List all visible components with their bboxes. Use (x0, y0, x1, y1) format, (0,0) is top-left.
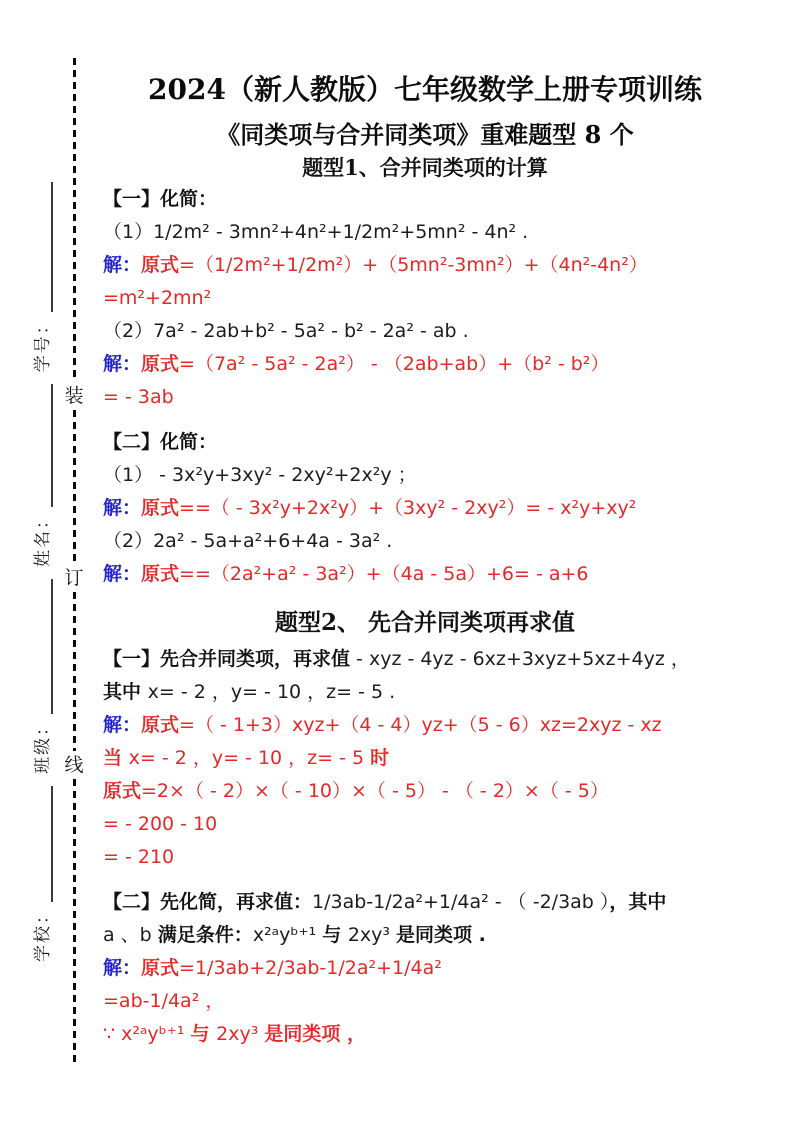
text-segment: 解： (103, 353, 142, 375)
text-segment: 与 (322, 924, 348, 946)
text-segment: 其中 (103, 681, 148, 703)
text-segment: （1） (103, 221, 154, 243)
binding-dash-segment (73, 779, 76, 1065)
worksheet-line (103, 919, 747, 952)
text-segment: = - 3ab (103, 386, 174, 408)
school-blank-line[interactable] (35, 786, 53, 902)
text-segment: =（1/2m²+1/2m²）+（5mn²-3mn²）+（4n²-4n²） (179, 254, 648, 276)
worksheet-line (103, 841, 747, 874)
text-segment: = - 210 (103, 846, 175, 868)
text-segment: 2a² - 5a+a²+6+4a - 3a² . (153, 530, 393, 552)
text-segment: x= - 2 ，y= - 10 ，z= - 5 (128, 747, 371, 769)
worksheet-lines (103, 152, 747, 1051)
text-segment: =2×（ - 2）×（ - 10）×（ - 5） - （ - 2）×（ - 5） (141, 780, 609, 802)
text-segment: 【二】先化简，再求值： (103, 891, 313, 913)
worksheet-line (103, 459, 747, 492)
binding-char-zhuang: 装 (64, 385, 84, 407)
worksheet-line (103, 183, 747, 216)
text-segment: 当 (103, 747, 129, 769)
text-segment: 原式 (141, 497, 180, 519)
page-title: 2024（新人教版）七年级数学上册专项训练 (148, 73, 702, 106)
text-segment: 原式 (103, 780, 142, 802)
text-segment: 原式 (141, 254, 180, 276)
text-segment: 原式 (141, 714, 180, 736)
binding-dash-segment (73, 58, 76, 382)
class-label: 班级： (33, 716, 53, 774)
text-segment: = - 200 - 10 (103, 813, 218, 835)
text-segment: 解： (103, 254, 142, 276)
worksheet-line (103, 381, 747, 414)
text-segment: 与 (190, 1023, 217, 1045)
section-heading (103, 152, 747, 183)
section-heading (103, 603, 747, 643)
worksheet-line (103, 492, 747, 525)
text-segment: 2xy³ (347, 924, 397, 946)
school-label: 学校： (33, 905, 53, 962)
worksheet-line (103, 808, 747, 841)
worksheet-line (103, 525, 747, 558)
text-segment: 解： (103, 957, 142, 979)
text-segment: 题型1、合并同类项的计算 (302, 155, 548, 180)
class-blank-line[interactable] (35, 579, 53, 714)
text-segment: x= - 2 ，y= - 10 ，z= - 5 . (147, 681, 396, 703)
page-subtitle: 《同类项与合并同类项》重难题型 8 个 (216, 120, 634, 149)
worksheet-line (103, 952, 747, 985)
text-segment: 【二】化简： (103, 431, 218, 453)
binding-char-xian: 线 (64, 754, 84, 776)
worksheet-line (103, 676, 747, 709)
worksheet-line (103, 775, 747, 808)
text-segment: x²ᵃyᵇ⁺¹ (252, 924, 323, 946)
worksheet-line (103, 426, 747, 459)
worksheet-line (103, 249, 747, 282)
worksheet-line (103, 985, 747, 1018)
text-segment: 解： (103, 714, 142, 736)
text-segment: 7a² - 2ab+b² - 5a² - b² - 2a² - ab . (153, 320, 469, 342)
text-segment: 题型2、 先合并同类项再求值 (274, 609, 575, 636)
binding-line (62, 58, 86, 1065)
text-segment: 【一】先合并同类项，再求值 (103, 648, 351, 670)
text-segment: 是同类项 . (396, 924, 486, 946)
worksheet-line (103, 348, 747, 381)
text-segment: 【一】化简： (103, 188, 218, 210)
text-segment: 原式 (141, 353, 180, 375)
worksheet-line (103, 886, 747, 919)
text-segment: =ab-1/4a² ， (103, 990, 225, 1012)
text-segment: ，其中 (609, 891, 667, 913)
binding-dash-segment (73, 592, 76, 751)
text-segment: 原式 (141, 957, 180, 979)
text-segment: ==（ - 3x²y+2x²y）+（3xy² - 2xy²）= - x²y+xy² (179, 497, 637, 519)
student-info-strip (27, 182, 53, 962)
text-segment: （1） (103, 464, 154, 486)
student-id-label: 学号： (33, 315, 53, 373)
worksheet-content (103, 72, 747, 1051)
worksheet-line (103, 315, 747, 348)
text-segment: ∵ x²ᵃyᵇ⁺¹ (103, 1023, 191, 1045)
text-segment: （2） (103, 320, 154, 342)
worksheet-line (103, 282, 747, 315)
text-segment: a 、b (103, 924, 158, 946)
text-segment: 时 (370, 747, 390, 769)
text-segment: 原式 (141, 563, 180, 585)
text-segment: =（7a² - 5a² - 2a²） - （2ab+ab）+（b² - b²） (179, 353, 610, 375)
name-blank-line[interactable] (35, 384, 53, 507)
text-segment: - 3x²y+3xy² - 2xy²+2x²y ； (153, 464, 417, 486)
text-segment: 是同类项 ， (264, 1023, 366, 1045)
text-segment: 2xy³ (216, 1023, 265, 1045)
text-segment: （2） (103, 530, 154, 552)
worksheet-line (103, 742, 747, 775)
worksheet-line (103, 1018, 747, 1051)
text-segment: 解： (103, 497, 142, 519)
text-segment: =（ - 1+3）xyz+（4 - 4）yz+（5 - 6）xz=2xyz - xz (179, 714, 662, 736)
binding-dash-segment (73, 410, 76, 564)
worksheet-line (103, 709, 747, 742)
worksheet-line (103, 216, 747, 249)
worksheet-line (103, 643, 747, 676)
text-segment: 1/2m² - 3mn²+4n²+1/2m²+5mn² - 4n² . (153, 221, 529, 243)
text-segment: =1/3ab+2/3ab-1/2a²+1/4a² (179, 957, 442, 979)
binding-char-ding: 订 (64, 567, 84, 589)
text-segment: - xyz - 4yz - 6xz+3xyz+5xz+4yz ， (350, 648, 690, 670)
student-id-blank-line[interactable] (35, 182, 53, 312)
text-segment: 满足条件： (157, 924, 253, 946)
text-segment: =m²+2mn² (103, 287, 212, 309)
worksheet-line (103, 558, 747, 591)
text-segment: 解： (103, 563, 142, 585)
text-segment: 1/3ab-1/2a²+1/4a² - （ -2/3ab ） (312, 891, 610, 913)
text-segment: ==（2a²+a² - 3a²）+（4a - 5a）+6= - a+6 (179, 563, 589, 585)
name-label: 姓名： (33, 509, 53, 567)
